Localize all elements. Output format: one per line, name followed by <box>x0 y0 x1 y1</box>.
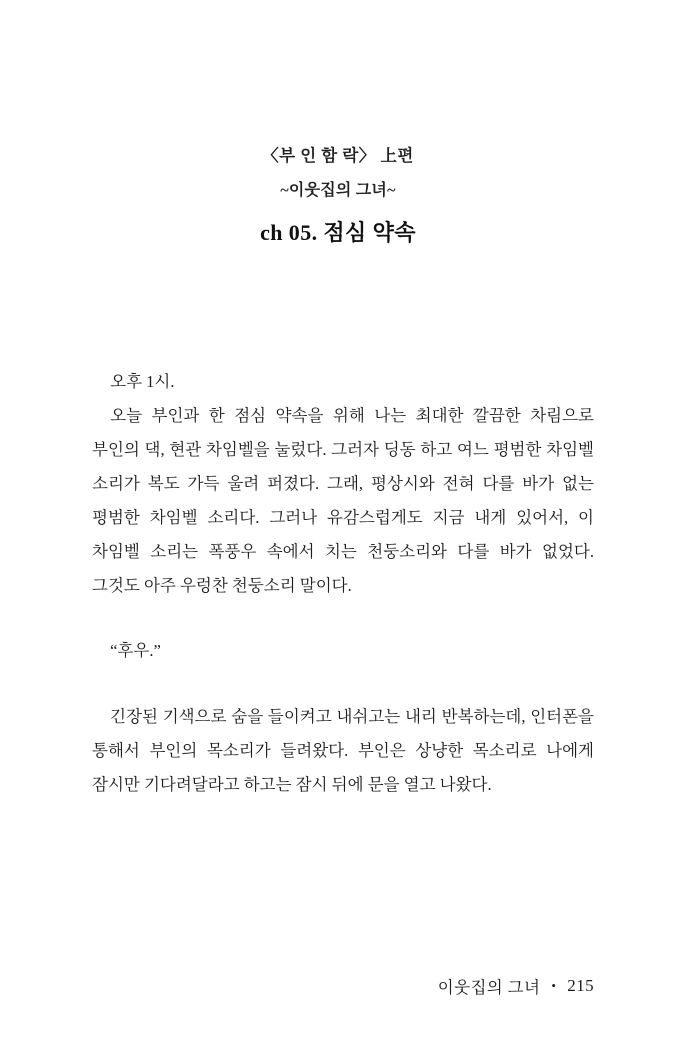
series-subtitle: ~이웃집의 그녀~ <box>280 182 396 199</box>
page-header <box>0 0 676 247</box>
footer-book-title: 이웃집의 그녀 <box>437 978 541 997</box>
page-number: 215 <box>567 976 594 995</box>
paragraph: 긴장된 기색으로 숨을 들이켜고 내쉬고는 내리 반복하는데, 인터폰을 통해서 부인의 목소리가 들려왔다. 부인은 상냥한 목소리로 나에게 잠시만 기다려달라고 하고는 잠시 뒤에 문을 열고 나왔다. <box>92 706 594 794</box>
page-body <box>0 365 676 802</box>
paragraph-dialogue: “후우.” <box>110 641 161 661</box>
page-footer <box>438 974 594 998</box>
paragraph: 오후 1시. <box>110 372 175 391</box>
footer-separator-dot: • <box>551 977 557 993</box>
series-title: 〈부 인 함 락〉 上편 <box>262 146 414 165</box>
paragraph: 오늘 부인과 한 점심 약속을 위해 나는 최대한 깔끔한 차림으로 부인의 댁, 현관 차임벨을 눌렀다. 그러자 딩동 하고 여느 평범한 차임벨 소리가 복도 가득 울려 퍼졌다. 그래, 평상시와 전혀 다를 바가 없는 평범한 차임벨 소리다. 그러나 유감스럽게도 지금 내게 있어서, 이 차임벨 소리는 폭풍우 속에서 치는 천둥소리와 다를 바가 없었다. 그것도 아주 우렁찬 천둥소리 말이다. <box>92 405 594 595</box>
chapter-title: ch 05. 점심 약속 <box>260 220 416 245</box>
